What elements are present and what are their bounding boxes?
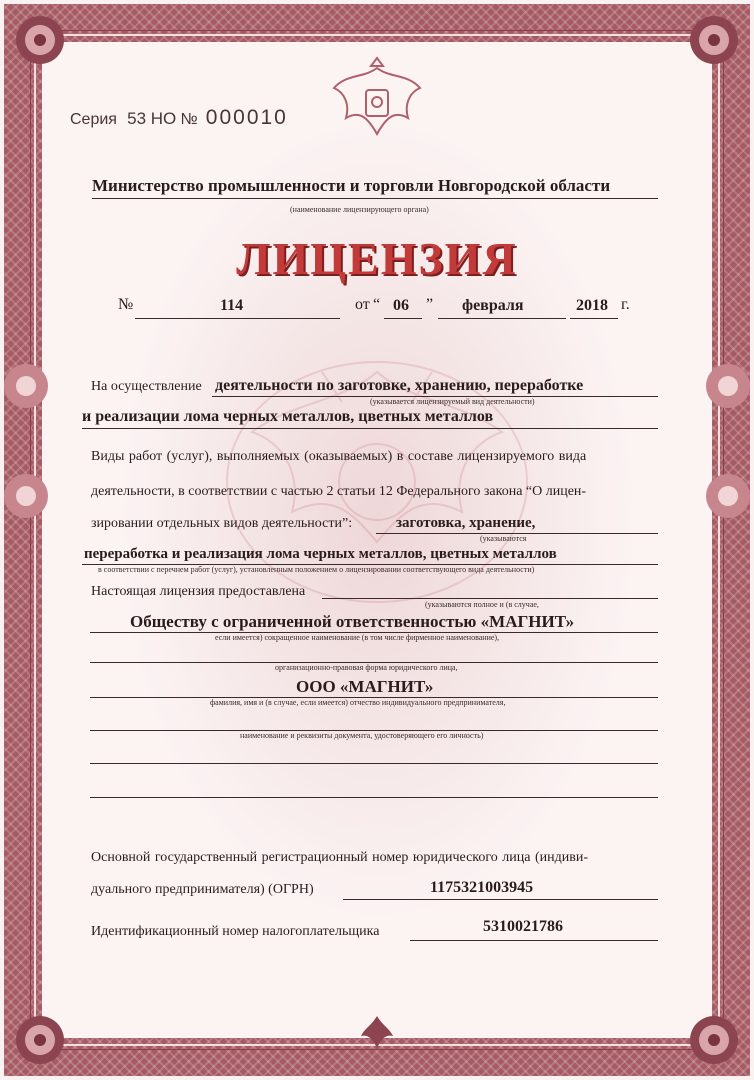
license-no-label: №	[118, 296, 134, 313]
activity-hint: (указывается лицензируемый вид деятельности)	[370, 397, 535, 406]
corner-ornament-bottom-right	[686, 1012, 742, 1068]
year-underline	[570, 318, 618, 319]
day-underline	[384, 318, 422, 319]
open-quote: “	[373, 296, 381, 313]
holder-underline-6	[90, 797, 658, 798]
works-text-line-3: зировании отдельных видов деятельности”:	[91, 516, 353, 531]
works-text-line-1: Виды работ (услуг), выполняемых (оказываемых) в составе лицензируемого вида	[91, 449, 587, 464]
holder-short-name: ООО «МАГНИТ»	[296, 677, 434, 696]
corner-ornament-top-left	[12, 12, 68, 68]
ogrn-underline	[343, 899, 658, 900]
activity-line-1: деятельности по заготовке, хранению, переработке	[215, 377, 584, 394]
corner-ornament-top-right	[686, 12, 742, 68]
series-code: 53 НО	[127, 109, 177, 128]
bottom-fleuron-ornament	[357, 1012, 397, 1052]
activity-line-2: и реализации лома черных металлов, цветных металлов	[82, 408, 494, 425]
series-block	[70, 106, 288, 130]
side-rosette-right-upper	[702, 360, 754, 412]
license-year: 2018	[576, 297, 608, 314]
side-rosette-left-upper	[0, 360, 52, 412]
holder-hint-3: организационно-правовая форма юридического лица,	[275, 663, 458, 672]
side-rosette-right-lower	[702, 470, 754, 522]
holder-underline-0	[322, 598, 658, 599]
holder-hint-5: наименование и реквизиты документа, удостоверяющего его личность)	[240, 731, 484, 740]
inn-value: 5310021786	[483, 918, 563, 935]
holder-intro: Настоящая лицензия предоставлена	[91, 584, 306, 599]
corner-ornament-bottom-left	[12, 1012, 68, 1068]
ogrn-text-line-1: Основной государственный регистрационный номер юридического лица (индиви-	[91, 850, 589, 865]
works-text-line-2: деятельности, в соответствии с частью 2 статьи 12 Федерального закона “О лицен-	[91, 484, 587, 499]
activity-intro: На осуществление	[91, 379, 202, 394]
license-number-underline	[135, 318, 340, 319]
inn-label: Идентификационный номер налогоплательщика	[91, 924, 380, 939]
authority-hint: (наименование лицензирующего органа)	[290, 205, 429, 214]
month-underline	[438, 318, 566, 319]
activity-underline-2	[82, 428, 658, 429]
inn-underline	[410, 940, 658, 941]
license-month: февраля	[462, 297, 524, 314]
series-label: Серия	[70, 111, 117, 128]
close-quote: ”	[426, 296, 434, 313]
works-hint-2: в соответствии с перечнем работ (услуг), установленным положением о лицензировании соответствующего вида деятельности)	[98, 565, 535, 574]
holder-full-name: Обществу с ограниченной ответственностью «МАГНИТ»	[130, 612, 575, 631]
authority-underline	[92, 198, 658, 199]
series-number: 000010	[205, 106, 288, 129]
works-value-2: переработка и реализация лома черных металлов, цветных металлов	[84, 546, 557, 562]
coat-of-arms-emblem	[326, 48, 428, 144]
holder-underline-5	[90, 763, 658, 764]
holder-hint-4: фамилия, имя и (в случае, если имеется) отчество индивидуального предпринимателя,	[210, 698, 506, 707]
license-from-label: от	[355, 296, 370, 313]
holder-hint-2: если имеется) сокращенное наименование (в том числе фирменное наименование),	[215, 633, 500, 642]
number-sign: №	[180, 111, 198, 128]
year-suffix: г.	[621, 296, 630, 313]
license-number: 114	[220, 297, 244, 314]
side-rosette-left-lower	[0, 470, 52, 522]
document-title: ЛИЦЕНЗИЯ	[236, 233, 518, 284]
works-value-1: заготовка, хранение,	[396, 515, 536, 531]
ogrn-value: 1175321003945	[430, 879, 534, 896]
works-hint-1: (указываются	[480, 534, 527, 543]
licensing-authority-name: Министерство промышленности и торговли Новгородской области	[92, 176, 611, 195]
ogrn-text-line-2: дуального предпринимателя) (ОГРН)	[91, 882, 314, 897]
holder-hint-1: (указываются полное и (в случае,	[425, 600, 539, 609]
license-day: 06	[393, 297, 409, 314]
